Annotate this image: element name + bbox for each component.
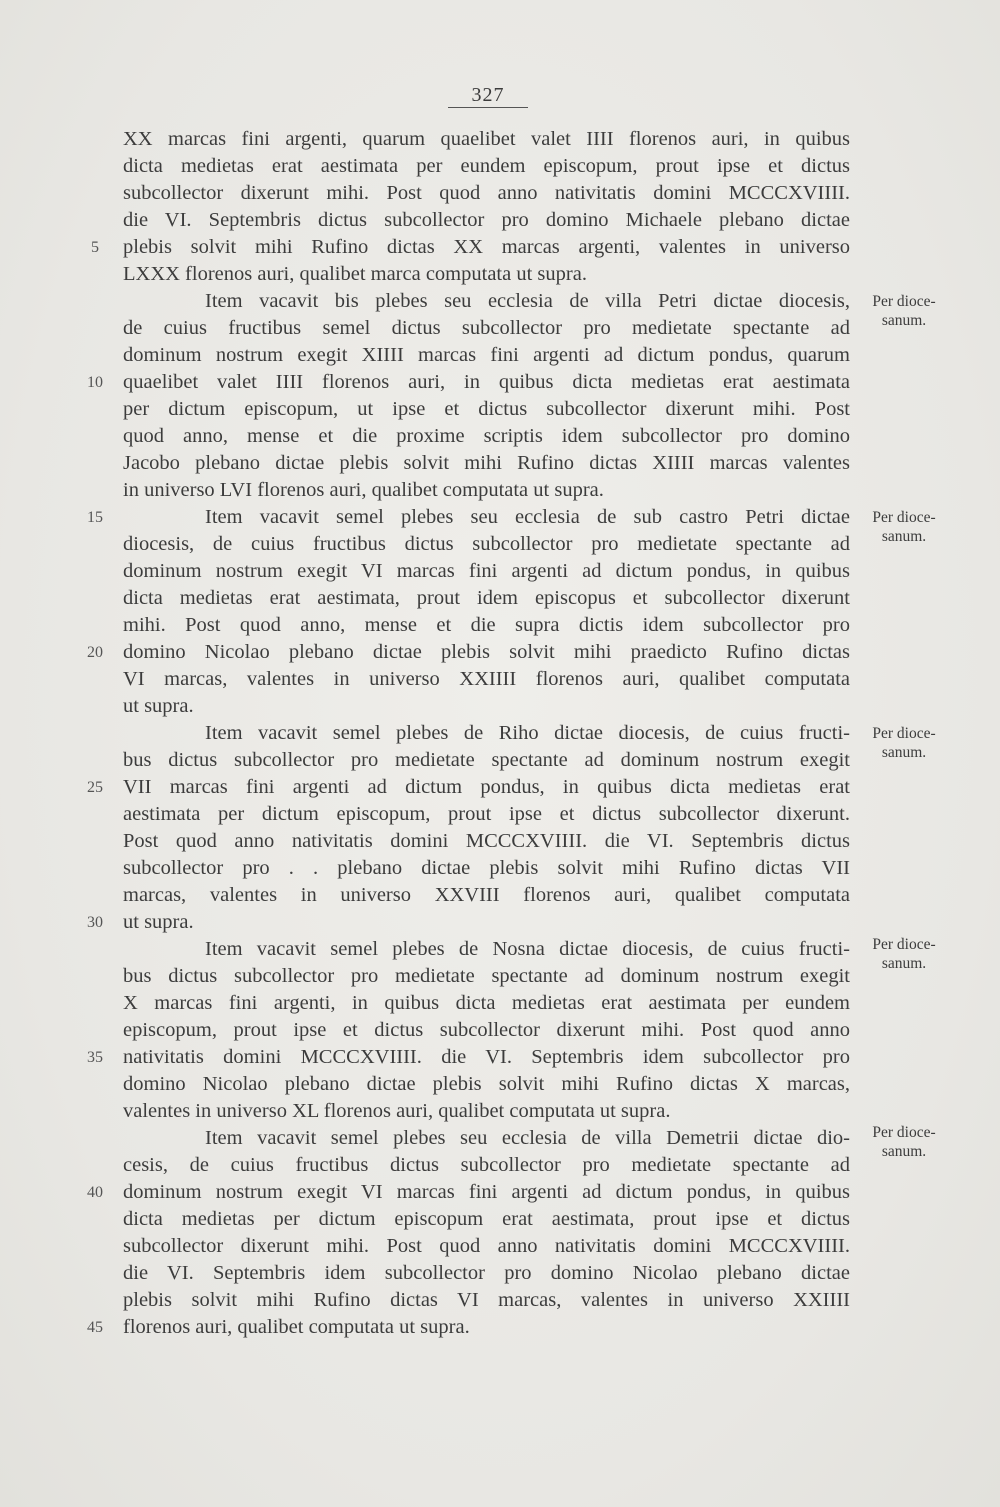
line-number: 5 (91, 239, 99, 256)
text-line: X marcas fini argenti, in quibus dicta medietas erat aestimata per eundem (123, 992, 850, 1014)
text-line: Item vacavit semel plebes seu ecclesia de sub castro Petri dictae (205, 506, 850, 528)
line-number: 10 (87, 374, 103, 391)
text-line: plebis solvit mihi Rufino dictas VI marcas, valentes in universo XXIIII (123, 1289, 850, 1311)
text-line: dominum nostrum exegit XIIII marcas fini argenti ad dictum pondus, quarum (123, 344, 850, 366)
marginal-note (856, 724, 952, 762)
text-line: die VI. Septembris idem subcollector pro domino Nicolao plebano dictae (123, 1262, 850, 1284)
text-line: marcas, valentes in universo XXVIII florenos auri, qualibet computata (123, 884, 850, 906)
text-line: in universo LVI florenos auri, qualibet computata ut supra. (123, 479, 604, 501)
text-line: dominum nostrum exegit VI marcas fini argenti ad dictum pondus, in quibus (123, 1181, 850, 1203)
marginal-note-line: Per dioce- (872, 509, 936, 526)
text-line: florenos auri, qualibet computata ut supra. (123, 1316, 470, 1338)
text-line: subcollector dixerunt mihi. Post quod anno nativitatis domini MCCCXVIIII. (123, 182, 850, 204)
text-line: Item vacavit semel plebes de Riho dictae diocesis, de cuius fructi- (205, 722, 850, 744)
text-line: dicta medietas erat aestimata per eundem episcopum, prout ipse et dictus (123, 155, 850, 177)
marginal-note-line: Per dioce- (872, 293, 936, 310)
marginal-note-line: sanum. (881, 1143, 927, 1160)
text-line: per dictum episcopum, ut ipse et dictus subcollector dixerunt mihi. Post (123, 398, 850, 420)
text-line: subcollector pro . . plebano dictae plebis solvit mihi Rufino dictas VII (123, 857, 850, 879)
text-line: domino Nicolao plebano dictae plebis solvit mihi Rufino dictas X marcas, (123, 1073, 850, 1095)
text-line: VI marcas, valentes in universo XXIIII florenos auri, qualibet computata (123, 668, 850, 690)
marginal-note (856, 292, 952, 330)
text-line: Item vacavit bis plebes seu ecclesia de villa Petri dictae diocesis, (205, 290, 850, 312)
text-line: Item vacavit semel plebes seu ecclesia de villa Demetrii dictae dio- (205, 1127, 850, 1149)
text-line: bus dictus subcollector pro medietate spectante ad dominum nostrum exegit (123, 965, 850, 987)
line-number: 20 (87, 644, 103, 661)
marginal-note-line: Per dioce- (872, 725, 936, 742)
text-line: VII marcas fini argenti ad dictum pondus, in quibus dicta medietas erat (123, 776, 850, 798)
marginal-note (856, 935, 952, 973)
text-line: ut supra. (123, 911, 194, 933)
marginal-note-line: sanum. (881, 744, 927, 761)
text-line: nativitatis domini MCCCXVIIII. die VI. Septembris idem subcollector pro (123, 1046, 850, 1068)
text-line: dominum nostrum exegit VI marcas fini argenti ad dictum pondus, in quibus (123, 560, 850, 582)
text-line: Item vacavit semel plebes de Nosna dictae diocesis, de cuius fructi- (205, 938, 850, 960)
text-line: dicta medietas per dictum episcopum erat aestimata, prout ipse et dictus (123, 1208, 850, 1230)
page-number-rule (448, 107, 528, 108)
line-number: 35 (87, 1049, 103, 1066)
text-line: mihi. Post quod anno, mense et die supra dictis idem subcollector pro (123, 614, 850, 636)
text-line: plebis solvit mihi Rufino dictas XX marcas argenti, valentes in universo (123, 236, 850, 258)
line-number: 45 (87, 1319, 103, 1336)
line-number: 30 (87, 914, 103, 931)
line-number: 40 (87, 1184, 103, 1201)
text-line: XX marcas fini argenti, quarum quaelibet valet IIII florenos auri, in quibus (123, 128, 850, 150)
text-line: quod anno, mense et die proxime scriptis idem subcollector pro domino (123, 425, 850, 447)
text-line: Jacobo plebano dictae plebis solvit mihi Rufino dictas XIIII marcas valentes (123, 452, 850, 474)
marginal-note-line: sanum. (881, 528, 927, 545)
text-line: aestimata per dictum episcopum, prout ipse et dictus subcollector dixerunt. (123, 803, 850, 825)
text-line: de cuius fructibus semel dictus subcollector pro medietate spectante ad (123, 317, 850, 339)
text-line: valentes in universo XL florenos auri, qualibet computata ut supra. (123, 1100, 671, 1122)
text-line: episcopum, prout ipse et dictus subcollector dixerunt mihi. Post quod anno (123, 1019, 850, 1041)
text-line: dicta medietas erat aestimata, prout idem episcopus et subcollector dixerunt (123, 587, 850, 609)
text-line: Post quod anno nativitatis domini MCCCXVIIII. die VI. Septembris dictus (123, 830, 850, 852)
text-line: cesis, de cuius fructibus dictus subcollector pro medietate spectante ad (123, 1154, 850, 1176)
marginal-note (856, 1123, 952, 1161)
marginal-note-line: sanum. (881, 312, 927, 329)
text-line: diocesis, de cuius fructibus dictus subcollector pro medietate spectante ad (123, 533, 850, 555)
line-number: 15 (87, 509, 103, 526)
text-line: quaelibet valet IIII florenos auri, in quibus dicta medietas erat aestimata (123, 371, 850, 393)
text-line: domino Nicolao plebano dictae plebis solvit mihi praedicto Rufino dictas (123, 641, 850, 663)
marginal-note-line: Per dioce- (872, 936, 936, 953)
text-line: die VI. Septembris dictus subcollector pro domino Michaele plebano dictae (123, 209, 850, 231)
page-number: 327 (471, 84, 505, 106)
marginal-note-line: sanum. (881, 955, 927, 972)
text-line: subcollector dixerunt mihi. Post quod anno nativitatis domini MCCCXVIIII. (123, 1235, 850, 1257)
text-line: ut supra. (123, 695, 194, 717)
text-line: LXXX florenos auri, qualibet marca computata ut supra. (123, 263, 587, 285)
marginal-note-line: Per dioce- (872, 1124, 936, 1141)
text-line: bus dictus subcollector pro medietate spectante ad dominum nostrum exegit (123, 749, 850, 771)
line-number: 25 (87, 779, 103, 796)
marginal-note (856, 508, 952, 546)
